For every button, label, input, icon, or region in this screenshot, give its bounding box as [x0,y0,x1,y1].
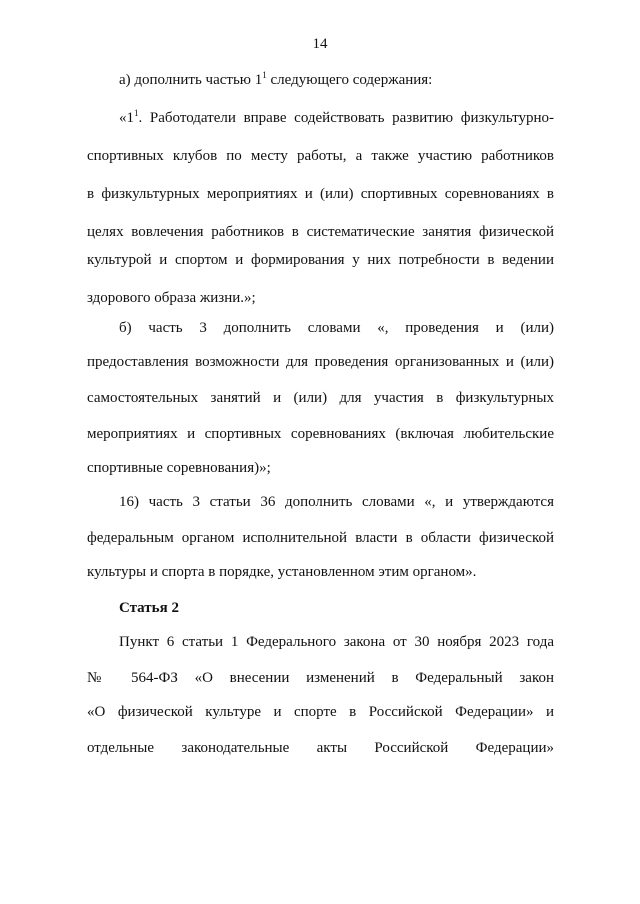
quote-line-1 [87,108,554,128]
article-heading: Статья 2 [119,600,179,616]
body-line: мероприятиях и спортивных соревнованиях (включая любительские [87,426,554,442]
superscript: 1 [134,108,139,118]
text-span: . Работодатели вправе содействовать развитию физкультурно- [138,110,554,126]
body-line: самостоятельных занятий и (или) для участия в физкультурных [87,390,554,406]
body-line: целях вовлечения работников в систематические занятия физической [87,224,554,240]
body-line: спортивные соревнования)»; [87,460,271,476]
paragraph-b-line: б) часть 3 дополнить словами «, проведения и (или) [119,320,554,336]
text-span: а) дополнить частью 1 [119,72,263,88]
article-2-line: Пункт 6 статьи 1 Федерального закона от 30 ноября 2023 года [119,634,554,650]
body-line: культуры и спорта в порядке, установленном этим органом». [87,564,477,580]
body-line: отдельные законодательные акты Российской Федерации» [87,740,554,756]
text-span: «1 [119,110,134,126]
body-line: № 564-ФЗ «О внесении изменений в Федеральный закон [87,670,554,686]
body-line: здорового образа жизни.»; [87,290,256,306]
paragraph-16-line: 16) часть 3 статьи 36 дополнить словами «, и утверждаются [119,494,554,510]
paragraph-a-intro [87,70,554,90]
body-line: предоставления возможности для проведения организованных и (или) [87,354,554,370]
body-line: федеральным органом исполнительной власти в области физической [87,530,554,546]
body-line: в физкультурных мероприятиях и (или) спортивных соревнованиях в [87,186,554,202]
body-line: спортивных клубов по месту работы, а также участию работников [87,148,554,164]
text-span: следующего содержания: [266,72,433,88]
body-line: культурой и спортом и формирования у них потребности в ведении [87,252,554,268]
superscript: 1 [262,70,267,80]
page-number: 14 [312,36,328,52]
body-line: «О физической культуре и спорте в Российской Федерации» и [87,704,554,720]
